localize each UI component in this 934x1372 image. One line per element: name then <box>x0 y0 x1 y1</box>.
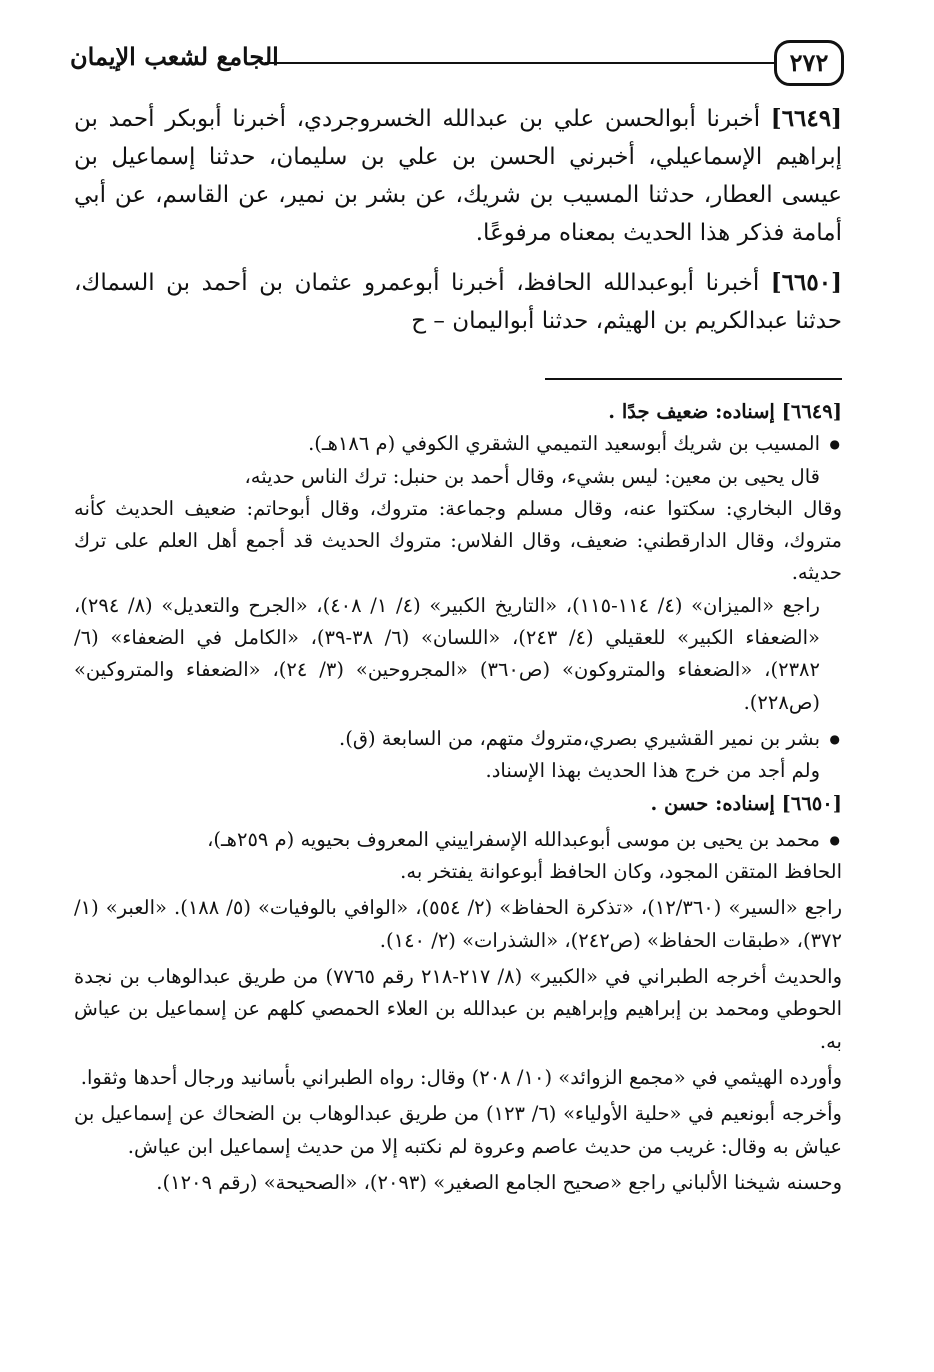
header-rule <box>265 62 774 64</box>
running-title: الجامع لشعب الإيمان <box>70 42 279 71</box>
main-text <box>74 100 842 352</box>
note-paragraph: وقال البخاري: سكتوا عنه، وقال مسلم وجماعة: متروك، وقال أبوحاتم: ضعيف الحديث كأنه متروك، وقال الدارقطني: ضعيف، وقال الفلاس: متروك الحديث قد أجمع أهل العلم على ترك حديثه. <box>74 496 842 585</box>
note-line: الحافظ المتقن المجود، وكان الحافظ أبوعوانة يفتخر به. <box>400 860 842 884</box>
hadith-text: أخبرنا أبوالحسن علي بن عبدالله الخسروجردي، أخبرنا أبوبكر أحمد بن إبراهيم الإسماعيلي، أخبرني الحسن بن علي بن سليمان، حدثنا إسماعيل بن عيسى العطار، حدثنا المسيب بن شريك، عن بشر بن نمير، عن القاسم، عن أبي أمامة فذكر هذا الحديث بمعناه مرفوعًا. <box>74 106 842 246</box>
reference-list: راجع «السير» (١٢/٣٦٠)، «تذكرة الحفاظ» (٢/ ٥٥٤)، «الوافي بالوفيات» (٥/ ١٨٨). «العبر» (١/ ٣٧٢)، «طبقات الحفاظ» (ص٢٤٢)، «الشذرات» (٢/ ١٤٠). <box>74 896 842 952</box>
footnote-separator <box>545 378 842 380</box>
note-number: [٦٦٥٠] <box>781 791 842 815</box>
note-paragraph: والحديث أخرجه الطبراني في «الكبير» (٨/ ٢١٧-٢١٨ رقم ٧٧٦٥) من طريق عبدالوهاب بن نجدة الحوطي ومحمد بن إبراهيم وإبراهيم بن عبدالله بن العلاء الحمصي كلهم عن إسماعيل بن عياش به. <box>74 965 842 1053</box>
note-number: [٦٦٤٩] <box>781 400 842 423</box>
page-header <box>70 40 844 88</box>
note-paragraph: وأورده الهيثمي في «مجمع الزوائد» (١٠/ ٢٠٨) وقال: رواه الطبراني بأسانيد ورجال أحدها وثقوا. <box>80 1065 842 1089</box>
page-number-badge: ٢٧٢ <box>774 40 844 86</box>
hadith-number: [٦٦٥٠] <box>770 269 842 296</box>
note-paragraph: وحسنه شيخنا الألباني راجع «صحيح الجامع الصغير» (٢٠٩٣)، «الصحيحة» (رقم ١٢٠٩). <box>156 1170 842 1194</box>
reference-list: راجع «الميزان» (٤/ ١١٤-١١٥)، «التاريخ الكبير» (٤/ ١/ ٤٠٨)، «الجرح والتعديل» (٨/ ٢٩٤)، «الضعفاء الكبير» للعقيلي (٤/ ٢٤٣)، «اللسان» (٦/ ٣٨-٣٩)، «الكامل في الضعفاء» (٦/ ٢٣٨٢)، «الضعفاء والمتروكون» (ص٣٦٠) «المجروحين» (٣/ ٢٤)، «الضعفاء والمتروكين» (ص٢٢٨). <box>74 593 820 714</box>
note-verdict: إسناده: حسن . <box>650 791 782 815</box>
note-heading-6650 <box>74 788 842 820</box>
note-verdict: إسناده: ضعيف جدًا . <box>608 400 782 423</box>
narrator-bullet: ● بشر بن نمير القشيري بصري،متروك متهم، من السابعة (ق). <box>74 723 842 755</box>
hadith-text: أخبرنا أبوعبدالله الحافظ، أخبرنا أبوعمرو عثمان بن أحمد بن السماك، حدثنا عبدالكريم بن الهيثم، حدثنا أبواليمان – ح <box>74 270 842 334</box>
note-line: قال يحيى بن معين: ليس بشيء، وقال أحمد بن حنبل: ترك الناس حديثه، <box>244 464 820 488</box>
hadith-6650 <box>74 264 842 340</box>
narrator-bullet: ● محمد بن يحيى بن موسى أبوعبدالله الإسفراييني المعروف بحيويه (م ٢٥٩هـ)، <box>74 824 842 856</box>
hadith-6649 <box>74 100 842 252</box>
narrator-bullet: ● المسيب بن شريك أبوسعيد التميمي الشقري الكوفي (م ١٨٦هـ). <box>74 428 842 460</box>
footnotes <box>74 396 842 1199</box>
hadith-number: [٦٦٤٩] <box>770 105 842 132</box>
note-heading-6649 <box>74 396 842 428</box>
note-paragraph: وأخرجه أبونعيم في «حلية الأولياء» (٦/ ١٢٣) من طريق عبدالوهاب بن الضحاك عن إسماعيل بن عياش به وقال: غريب من حديث عاصم وعروة لم نكتبه إلا من حديث إسماعيل ابن عياش. <box>74 1102 842 1158</box>
note-line: ولم أجد من خرج هذا الحديث بهذا الإسناد. <box>485 759 820 783</box>
